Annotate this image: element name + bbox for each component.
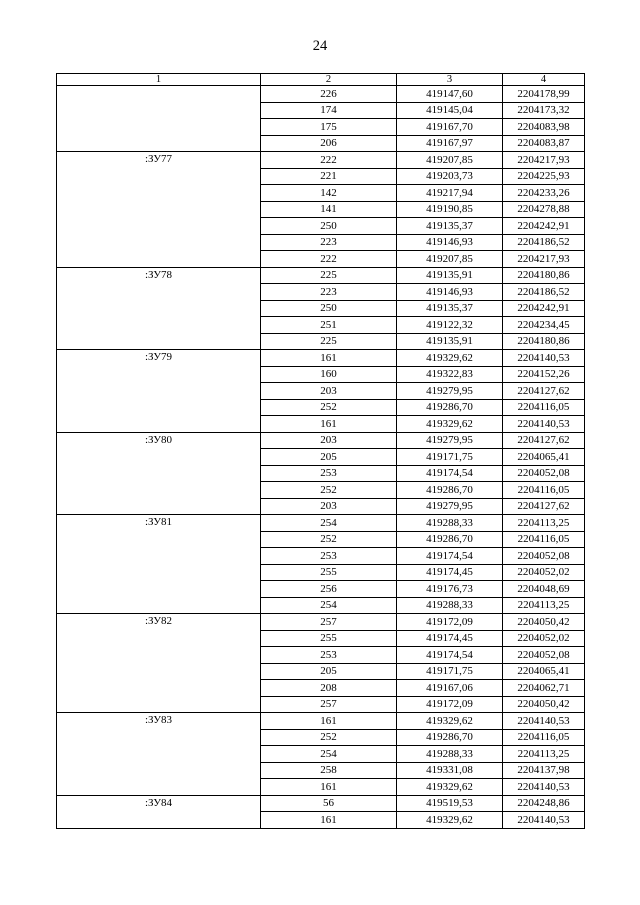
- point-number: 225: [261, 267, 397, 284]
- point-number: 161: [261, 416, 397, 433]
- coordinate-x: 419331,08: [397, 762, 503, 779]
- coordinate-y: 2204278,88: [503, 201, 585, 218]
- point-number: 56: [261, 795, 397, 812]
- coordinate-y: 2204127,62: [503, 432, 585, 449]
- point-number: 250: [261, 300, 397, 317]
- coordinate-y: 2204052,08: [503, 465, 585, 482]
- point-number: 223: [261, 234, 397, 251]
- header-cell-4: 4: [503, 74, 585, 86]
- coordinate-y: 2204186,52: [503, 234, 585, 251]
- point-number: 142: [261, 185, 397, 202]
- coordinate-y: 2204062,71: [503, 680, 585, 697]
- point-number: 175: [261, 119, 397, 136]
- point-number: 253: [261, 647, 397, 664]
- coordinate-y: 2204065,41: [503, 449, 585, 466]
- point-number: 222: [261, 251, 397, 268]
- coordinate-y: 2204116,05: [503, 531, 585, 548]
- point-number: 255: [261, 564, 397, 581]
- coordinate-y: 2204225,93: [503, 168, 585, 185]
- coordinate-y: 2204242,91: [503, 300, 585, 317]
- coordinate-x: 419279,95: [397, 498, 503, 515]
- point-number: 257: [261, 614, 397, 631]
- coordinates-table: [56, 73, 585, 829]
- coordinate-y: 2204065,41: [503, 663, 585, 680]
- coordinate-x: 419288,33: [397, 515, 503, 532]
- coordinate-y: 2204248,86: [503, 795, 585, 812]
- coordinate-y: 2204052,02: [503, 630, 585, 647]
- point-number: 252: [261, 531, 397, 548]
- coordinate-y: 2204050,42: [503, 614, 585, 631]
- point-number: 252: [261, 729, 397, 746]
- header-row: [57, 74, 585, 86]
- coordinate-x: 419322,83: [397, 366, 503, 383]
- coordinate-y: 2204113,25: [503, 597, 585, 614]
- table-row: [57, 86, 585, 103]
- coordinate-x: 419172,09: [397, 614, 503, 631]
- coordinate-y: 2204137,98: [503, 762, 585, 779]
- parcel-label: :ЗУ79: [57, 350, 261, 433]
- coordinate-y: 2204116,05: [503, 482, 585, 499]
- table-row: [57, 713, 585, 730]
- coordinate-y: 2204173,32: [503, 102, 585, 119]
- point-number: 161: [261, 713, 397, 730]
- coordinate-x: 419288,33: [397, 597, 503, 614]
- coordinate-x: 419288,33: [397, 746, 503, 763]
- point-number: 254: [261, 746, 397, 763]
- point-number: 203: [261, 432, 397, 449]
- parcel-label: :ЗУ78: [57, 267, 261, 350]
- coordinate-y: 2204052,08: [503, 647, 585, 664]
- point-number: 208: [261, 680, 397, 697]
- point-number: 257: [261, 696, 397, 713]
- coordinate-x: 419172,09: [397, 696, 503, 713]
- coordinate-x: 419146,93: [397, 234, 503, 251]
- coordinate-x: 419171,75: [397, 663, 503, 680]
- parcel-label: :ЗУ77: [57, 152, 261, 268]
- point-number: 161: [261, 350, 397, 367]
- point-number: 174: [261, 102, 397, 119]
- coordinate-y: 2204083,98: [503, 119, 585, 136]
- point-number: 250: [261, 218, 397, 235]
- coordinate-x: 419146,93: [397, 284, 503, 301]
- parcel-label: :ЗУ80: [57, 432, 261, 515]
- coordinate-y: 2204140,53: [503, 416, 585, 433]
- table-row: [57, 350, 585, 367]
- table-row: [57, 614, 585, 631]
- coordinate-y: 2204127,62: [503, 498, 585, 515]
- coordinate-x: 419174,45: [397, 630, 503, 647]
- coordinate-y: 2204116,05: [503, 399, 585, 416]
- coordinate-x: 419329,62: [397, 812, 503, 829]
- coordinate-x: 419122,32: [397, 317, 503, 334]
- point-number: 141: [261, 201, 397, 218]
- point-number: 205: [261, 663, 397, 680]
- point-number: 253: [261, 465, 397, 482]
- coordinate-y: 2204152,26: [503, 366, 585, 383]
- coordinate-x: 419203,73: [397, 168, 503, 185]
- table-row: [57, 515, 585, 532]
- coordinate-y: 2204050,42: [503, 696, 585, 713]
- coordinate-y: 2204052,08: [503, 548, 585, 565]
- coordinate-y: 2204140,53: [503, 779, 585, 796]
- coordinate-x: 419207,85: [397, 251, 503, 268]
- point-number: 254: [261, 597, 397, 614]
- coordinate-y: 2204116,05: [503, 729, 585, 746]
- coordinate-x: 419145,04: [397, 102, 503, 119]
- coordinate-x: 419329,62: [397, 713, 503, 730]
- coordinate-x: 419171,75: [397, 449, 503, 466]
- header-cell-2: 2: [261, 74, 397, 86]
- point-number: 256: [261, 581, 397, 598]
- coordinate-x: 419174,54: [397, 647, 503, 664]
- point-number: 252: [261, 482, 397, 499]
- coordinate-x: 419174,54: [397, 548, 503, 565]
- coordinate-y: 2204083,87: [503, 135, 585, 152]
- coordinate-x: 419279,95: [397, 432, 503, 449]
- coordinate-x: 419286,70: [397, 399, 503, 416]
- point-number: 251: [261, 317, 397, 334]
- coordinate-y: 2204234,45: [503, 317, 585, 334]
- coordinate-x: 419286,70: [397, 729, 503, 746]
- point-number: 258: [261, 762, 397, 779]
- point-number: 255: [261, 630, 397, 647]
- coordinate-y: 2204048,69: [503, 581, 585, 598]
- point-number: 253: [261, 548, 397, 565]
- coordinate-x: 419190,85: [397, 201, 503, 218]
- coordinate-x: 419174,45: [397, 564, 503, 581]
- coordinate-y: 2204180,86: [503, 333, 585, 350]
- coordinate-x: 419207,85: [397, 152, 503, 169]
- point-number: 205: [261, 449, 397, 466]
- table-row: [57, 267, 585, 284]
- coordinate-x: 419329,62: [397, 350, 503, 367]
- page-number: 24: [312, 38, 328, 54]
- coordinate-x: 419167,70: [397, 119, 503, 136]
- point-number: 206: [261, 135, 397, 152]
- coordinate-y: 2204113,25: [503, 515, 585, 532]
- coordinate-y: 2204113,25: [503, 746, 585, 763]
- header-cell-1: 1: [57, 74, 261, 86]
- parcel-label: :ЗУ82: [57, 614, 261, 713]
- point-number: 226: [261, 86, 397, 103]
- coordinate-x: 419135,91: [397, 333, 503, 350]
- coordinate-x: 419176,73: [397, 581, 503, 598]
- coordinate-x: 419135,91: [397, 267, 503, 284]
- point-number: 161: [261, 779, 397, 796]
- header-cell-3: 3: [397, 74, 503, 86]
- coordinate-y: 2204180,86: [503, 267, 585, 284]
- coordinate-x: 419286,70: [397, 482, 503, 499]
- coordinate-y: 2204217,93: [503, 152, 585, 169]
- point-number: 225: [261, 333, 397, 350]
- coordinate-y: 2204233,26: [503, 185, 585, 202]
- point-number: 161: [261, 812, 397, 829]
- point-number: 221: [261, 168, 397, 185]
- point-number: 252: [261, 399, 397, 416]
- table-body: [57, 86, 585, 829]
- point-number: 203: [261, 383, 397, 400]
- table-row: [57, 795, 585, 812]
- parcel-label: :ЗУ83: [57, 713, 261, 796]
- coordinate-x: 419167,06: [397, 680, 503, 697]
- table-row: [57, 152, 585, 169]
- coordinate-y: 2204127,62: [503, 383, 585, 400]
- coordinate-x: 419329,62: [397, 779, 503, 796]
- coordinate-x: 419519,53: [397, 795, 503, 812]
- coordinate-x: 419174,54: [397, 465, 503, 482]
- coordinate-x: 419329,62: [397, 416, 503, 433]
- coordinate-x: 419286,70: [397, 531, 503, 548]
- point-number: 254: [261, 515, 397, 532]
- coordinate-y: 2204140,53: [503, 812, 585, 829]
- coordinate-x: 419167,97: [397, 135, 503, 152]
- coordinate-y: 2204052,02: [503, 564, 585, 581]
- coordinate-y: 2204178,99: [503, 86, 585, 103]
- coordinate-x: 419279,95: [397, 383, 503, 400]
- table-row: [57, 432, 585, 449]
- coordinate-y: 2204242,91: [503, 218, 585, 235]
- coordinate-x: 419147,60: [397, 86, 503, 103]
- point-number: 222: [261, 152, 397, 169]
- parcel-label: :ЗУ84: [57, 795, 261, 828]
- coordinate-y: 2204186,52: [503, 284, 585, 301]
- point-number: 160: [261, 366, 397, 383]
- coordinate-x: 419135,37: [397, 300, 503, 317]
- point-number: 223: [261, 284, 397, 301]
- parcel-label: [57, 86, 261, 152]
- point-number: 203: [261, 498, 397, 515]
- parcel-label: :ЗУ81: [57, 515, 261, 614]
- coordinate-x: 419217,94: [397, 185, 503, 202]
- coordinate-x: 419135,37: [397, 218, 503, 235]
- coordinate-y: 2204140,53: [503, 713, 585, 730]
- coordinate-y: 2204140,53: [503, 350, 585, 367]
- coordinate-y: 2204217,93: [503, 251, 585, 268]
